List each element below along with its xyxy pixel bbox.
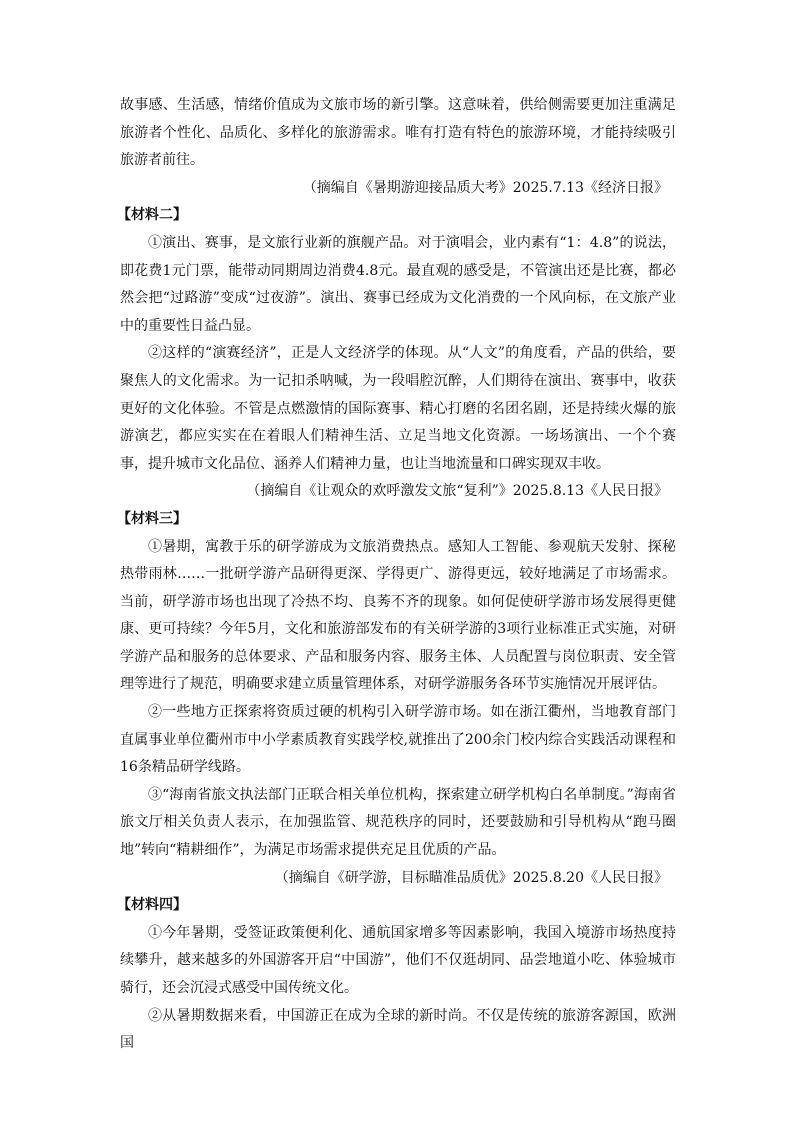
material-2-paragraph-2: ②这样的“演赛经济”，正是人文经济学的体现。从“人文”的角度看，产品的供给，要聚焦人的文化需求。为一记扣杀呐喊，为一段唱腔沉醉，人们期待在演出、赛事中，收获更好的文化体验。不管是点燃激情的国际赛事、精心打磨的名团名剧，还是持续火爆的旅游演艺，都应实实在在着眼人们精神生活、立足当地文化资源。一场场演出、一个个赛事，提升城市文化品位、涵养人们精神力量，也让当地流量和口碑实现双丰收。: [120, 345, 676, 472]
source-citation-2: （摘编自《让观众的欢呼激发文旅“复利”》2025.8.13《人民日报》: [246, 483, 668, 500]
material-4-heading: 【材料四】: [117, 897, 187, 914]
material-3-paragraph-1: ①暑期，寓教于乐的研学游成为文旅消费热点。感知人工智能、参观航天发射、探秘热带雨林……一批研学游产品研得更深、学得更广、游得更远，较好地满足了市场需求。当前，研学游市场也出现了冷热不均、良莠不齐的现象。如何促使研学游市场发展得更健康、更可持续？今年5月，文化和旅游部发布的有关研学游的3项行业标准正式实施，对研学游产品和服务的总体要求、产品和服务内容、服务主体、人员配置与岗位职责、安全管理等进行了规范，明确要求建立质量管理体系，对研学游服务各环节实施情况开展评估。: [120, 538, 676, 693]
material-3-heading: 【材料三】: [117, 510, 187, 527]
material-3-paragraph-2: ②一些地方正探索将资质过硬的机构引入研学游市场。如在浙江衢州，当地教育部门直属事业单位衢州市中小学素质教育实践学校,就推出了200余门校内综合实践活动课程和16条精品研学线路。: [120, 704, 676, 776]
text-column: [117, 92, 676, 1058]
intro-paragraph: 故事感、生活感，情绪价值成为文旅市场的新引擎。这意味着，供给侧需要更加注重满足旅游者个性化、品质化、多样化的旅游需求。唯有打造有特色的旅游环境，才能持续吸引旅游者前往。: [120, 97, 676, 169]
material-2-heading: 【材料二】: [117, 207, 187, 224]
material-4-paragraph-2: ②从暑期数据来看，中国游正在成为全球的新时尚。不仅是传统的旅游客源国，欧洲国: [120, 1007, 676, 1052]
material-3-paragraph-3: ③“海南省旅文执法部门正联合相关单位机构，探索建立研学机构白名单制度。”海南省旅文厅相关负责人表示，在加强监管、规范秩序的同时，还要鼓励和引导机构从“跑马圈地”转向“精耕细作”，为满足市场需求提供充足且优质的产品。: [120, 786, 676, 859]
material-4-paragraph-1: ①今年暑期，受签证政策便利化、通航国家增多等因素影响，我国入境游市场热度持续攀升，越来越多的外国游客开启“中国游”，他们不仅逛胡同、品尝地道小吃、体验城市骑行，还会沉浸式感受中国传统文化。: [120, 924, 676, 996]
source-citation-3: （摘编自《研学游，目标瞄准品质优》2025.8.20《人民日报》: [274, 869, 668, 886]
material-2-paragraph-1: ①演出、赛事，是文旅行业新的旗舰产品。对于演唱会，业内素有“1：4.8”的说法，即花费1元门票，能带动同期周边消费4.8元。最直观的感受是，不管演出还是比赛，都必然会把“过路游”变成“过夜游”。演出、赛事已经成为文化消费的一个风向标，在文旅产业中的重要性日益凸显。: [120, 234, 676, 334]
source-citation-1: （摘编自《暑期游迎接品质大考》2025.7.13《经济日报》: [302, 179, 668, 196]
